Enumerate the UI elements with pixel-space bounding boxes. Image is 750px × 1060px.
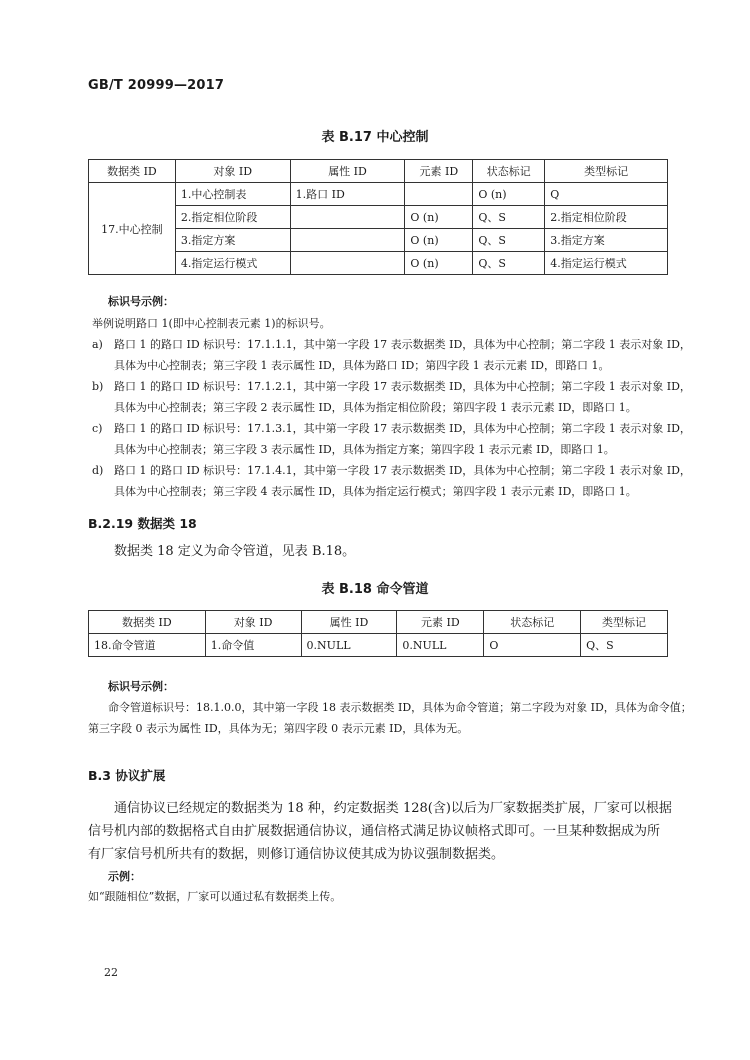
- example-heading: 示例：: [108, 870, 141, 883]
- col-header-type-flag: 类型标记: [545, 160, 668, 183]
- section-b3-paragraph: [88, 797, 688, 866]
- col-header-status-flag: 状态标记: [473, 160, 545, 183]
- col-header-status-flag: 状态标记: [484, 611, 581, 634]
- table-row: [89, 252, 668, 275]
- table-b17: [88, 159, 668, 275]
- document-header: GB/T 20999—2017: [88, 78, 225, 93]
- table-cell: 18.命令管道: [89, 634, 206, 657]
- table-b17-header-row: [89, 160, 668, 183]
- list-item-continuation: 具体为中心控制表；第三字段 4 表示属性 ID，具体为指定运行模式；第四字段 1 表示元素 ID，即路口 1。: [114, 485, 637, 498]
- list-item-label: a): [92, 338, 103, 351]
- table-row: [89, 634, 668, 657]
- page-number: 22: [104, 966, 118, 979]
- section-b3-title: B.3 协议扩展: [88, 768, 166, 783]
- list-item-label: c): [92, 422, 103, 435]
- list-item-text: 路口 1 的路口 ID 标识号：17.1.1.1，其中第一字段 17 表示数据类 ID，具体为中心控制；第二字段 1 表示对象 ID，: [114, 338, 691, 351]
- example-text: 如“跟随相位”数据，厂家可以通过私有数据类上传。: [88, 890, 342, 903]
- table-cell: 0.NULL: [397, 634, 484, 657]
- list-item: [92, 334, 692, 355]
- col-header-type-flag: 类型标记: [581, 611, 668, 634]
- list-item-label: b): [92, 380, 104, 393]
- table-cell: 0.NULL: [301, 634, 397, 657]
- table-cell: [290, 206, 405, 229]
- table-cell: [405, 183, 473, 206]
- table-cell: 3.指定方案: [545, 229, 668, 252]
- col-header-data-class-id: 数据类 ID: [89, 611, 206, 634]
- paragraph-line: 通信协议已经规定的数据类为 18 种，约定数据类 128(含)以后为厂家数据类扩展，厂家可以根据: [114, 801, 672, 816]
- table-b18: [88, 610, 668, 657]
- note1-heading: 标识号示例：: [108, 295, 174, 308]
- col-header-object-id: 对象 ID: [205, 611, 301, 634]
- table-row: [89, 183, 668, 206]
- table-row: [89, 206, 668, 229]
- table-cell: 1.命令值: [205, 634, 301, 657]
- table-cell: O (n): [405, 206, 473, 229]
- table-cell: 2.指定相位阶段: [175, 206, 290, 229]
- table-b18-caption: 表 B.18 命令管道: [321, 582, 429, 597]
- table-cell: 4.指定运行模式: [175, 252, 290, 275]
- list-item-text: 路口 1 的路口 ID 标识号：17.1.2.1，其中第一字段 17 表示数据类 ID，具体为中心控制；第二字段 1 表示对象 ID，: [114, 380, 691, 393]
- list-item: [92, 376, 692, 397]
- list-item: [92, 418, 692, 439]
- col-header-attribute-id: 属性 ID: [301, 611, 397, 634]
- col-header-attribute-id: 属性 ID: [290, 160, 405, 183]
- table-cell: O (n): [405, 229, 473, 252]
- note2-block: [88, 697, 692, 739]
- table-cell: O (n): [473, 183, 545, 206]
- list-item-text: 路口 1 的路口 ID 标识号：17.1.3.1，其中第一字段 17 表示数据类 ID，具体为中心控制；第二字段 1 表示对象 ID，: [114, 422, 691, 435]
- table-b17-caption: 表 B.17 中心控制: [321, 130, 429, 145]
- table-cell: Q、S: [473, 229, 545, 252]
- group-cell: 17.中心控制: [89, 183, 176, 275]
- section-b219-title: B.2.19 数据类 18: [88, 516, 197, 531]
- table-cell: 1.中心控制表: [175, 183, 290, 206]
- table-cell: [290, 229, 405, 252]
- table-cell: Q: [545, 183, 668, 206]
- note2-line2: 第三字段 0 表示为属性 ID，具体为无；第四字段 0 表示元素 ID，具体为无。: [88, 722, 469, 735]
- table-cell: 2.指定相位阶段: [545, 206, 668, 229]
- col-header-element-id: 元素 ID: [405, 160, 473, 183]
- note1-block: [92, 313, 692, 502]
- table-cell: O (n): [405, 252, 473, 275]
- table-cell: Q、S: [473, 252, 545, 275]
- col-header-data-class-id: 数据类 ID: [89, 160, 176, 183]
- note2-line1: 命令管道标识号：18.1.0.0，其中第一字段 18 表示数据类 ID，具体为命令管道；第二字段为对象 ID，具体为命令值；: [108, 701, 692, 714]
- list-item-text: 路口 1 的路口 ID 标识号：17.1.4.1，其中第一字段 17 表示数据类 ID，具体为中心控制；第二字段 1 表示对象 ID，: [114, 464, 691, 477]
- list-item-continuation: 具体为中心控制表；第三字段 2 表示属性 ID，具体为指定相位阶段；第四字段 1 表示元素 ID，即路口 1。: [114, 401, 637, 414]
- table-cell: 4.指定运行模式: [545, 252, 668, 275]
- list-item-continuation: 具体为中心控制表；第三字段 3 表示属性 ID，具体为指定方案；第四字段 1 表示元素 ID，即路口 1。: [114, 443, 615, 456]
- paragraph-line: 有厂家信号机所共有的数据，则修订通信协议使其成为协议强制数据类。: [88, 847, 505, 862]
- paragraph-line: 信号机内部的数据格式自由扩展数据通信协议，通信格式满足协议帧格式即可。一旦某种数据成为所: [88, 824, 661, 839]
- table-cell: [290, 252, 405, 275]
- table-cell: Q、S: [581, 634, 668, 657]
- table-cell: O: [484, 634, 581, 657]
- table-cell: 3.指定方案: [175, 229, 290, 252]
- table-row: [89, 229, 668, 252]
- list-item: [92, 460, 692, 481]
- table-cell: 1.路口 ID: [290, 183, 405, 206]
- col-header-object-id: 对象 ID: [175, 160, 290, 183]
- list-item-label: d): [92, 464, 104, 477]
- list-item-continuation: 具体为中心控制表；第三字段 1 表示属性 ID，具体为路口 ID；第四字段 1 表示元素 ID，即路口 1。: [114, 359, 610, 372]
- col-header-element-id: 元素 ID: [397, 611, 484, 634]
- section-b219-text: 数据类 18 定义为命令管道，见表 B.18。: [114, 544, 356, 559]
- table-cell: Q、S: [473, 206, 545, 229]
- note2-heading: 标识号示例：: [108, 680, 174, 693]
- note1-intro: 举例说明路口 1(即中心控制表元素 1)的标识号。: [92, 317, 331, 330]
- table-b18-header-row: [89, 611, 668, 634]
